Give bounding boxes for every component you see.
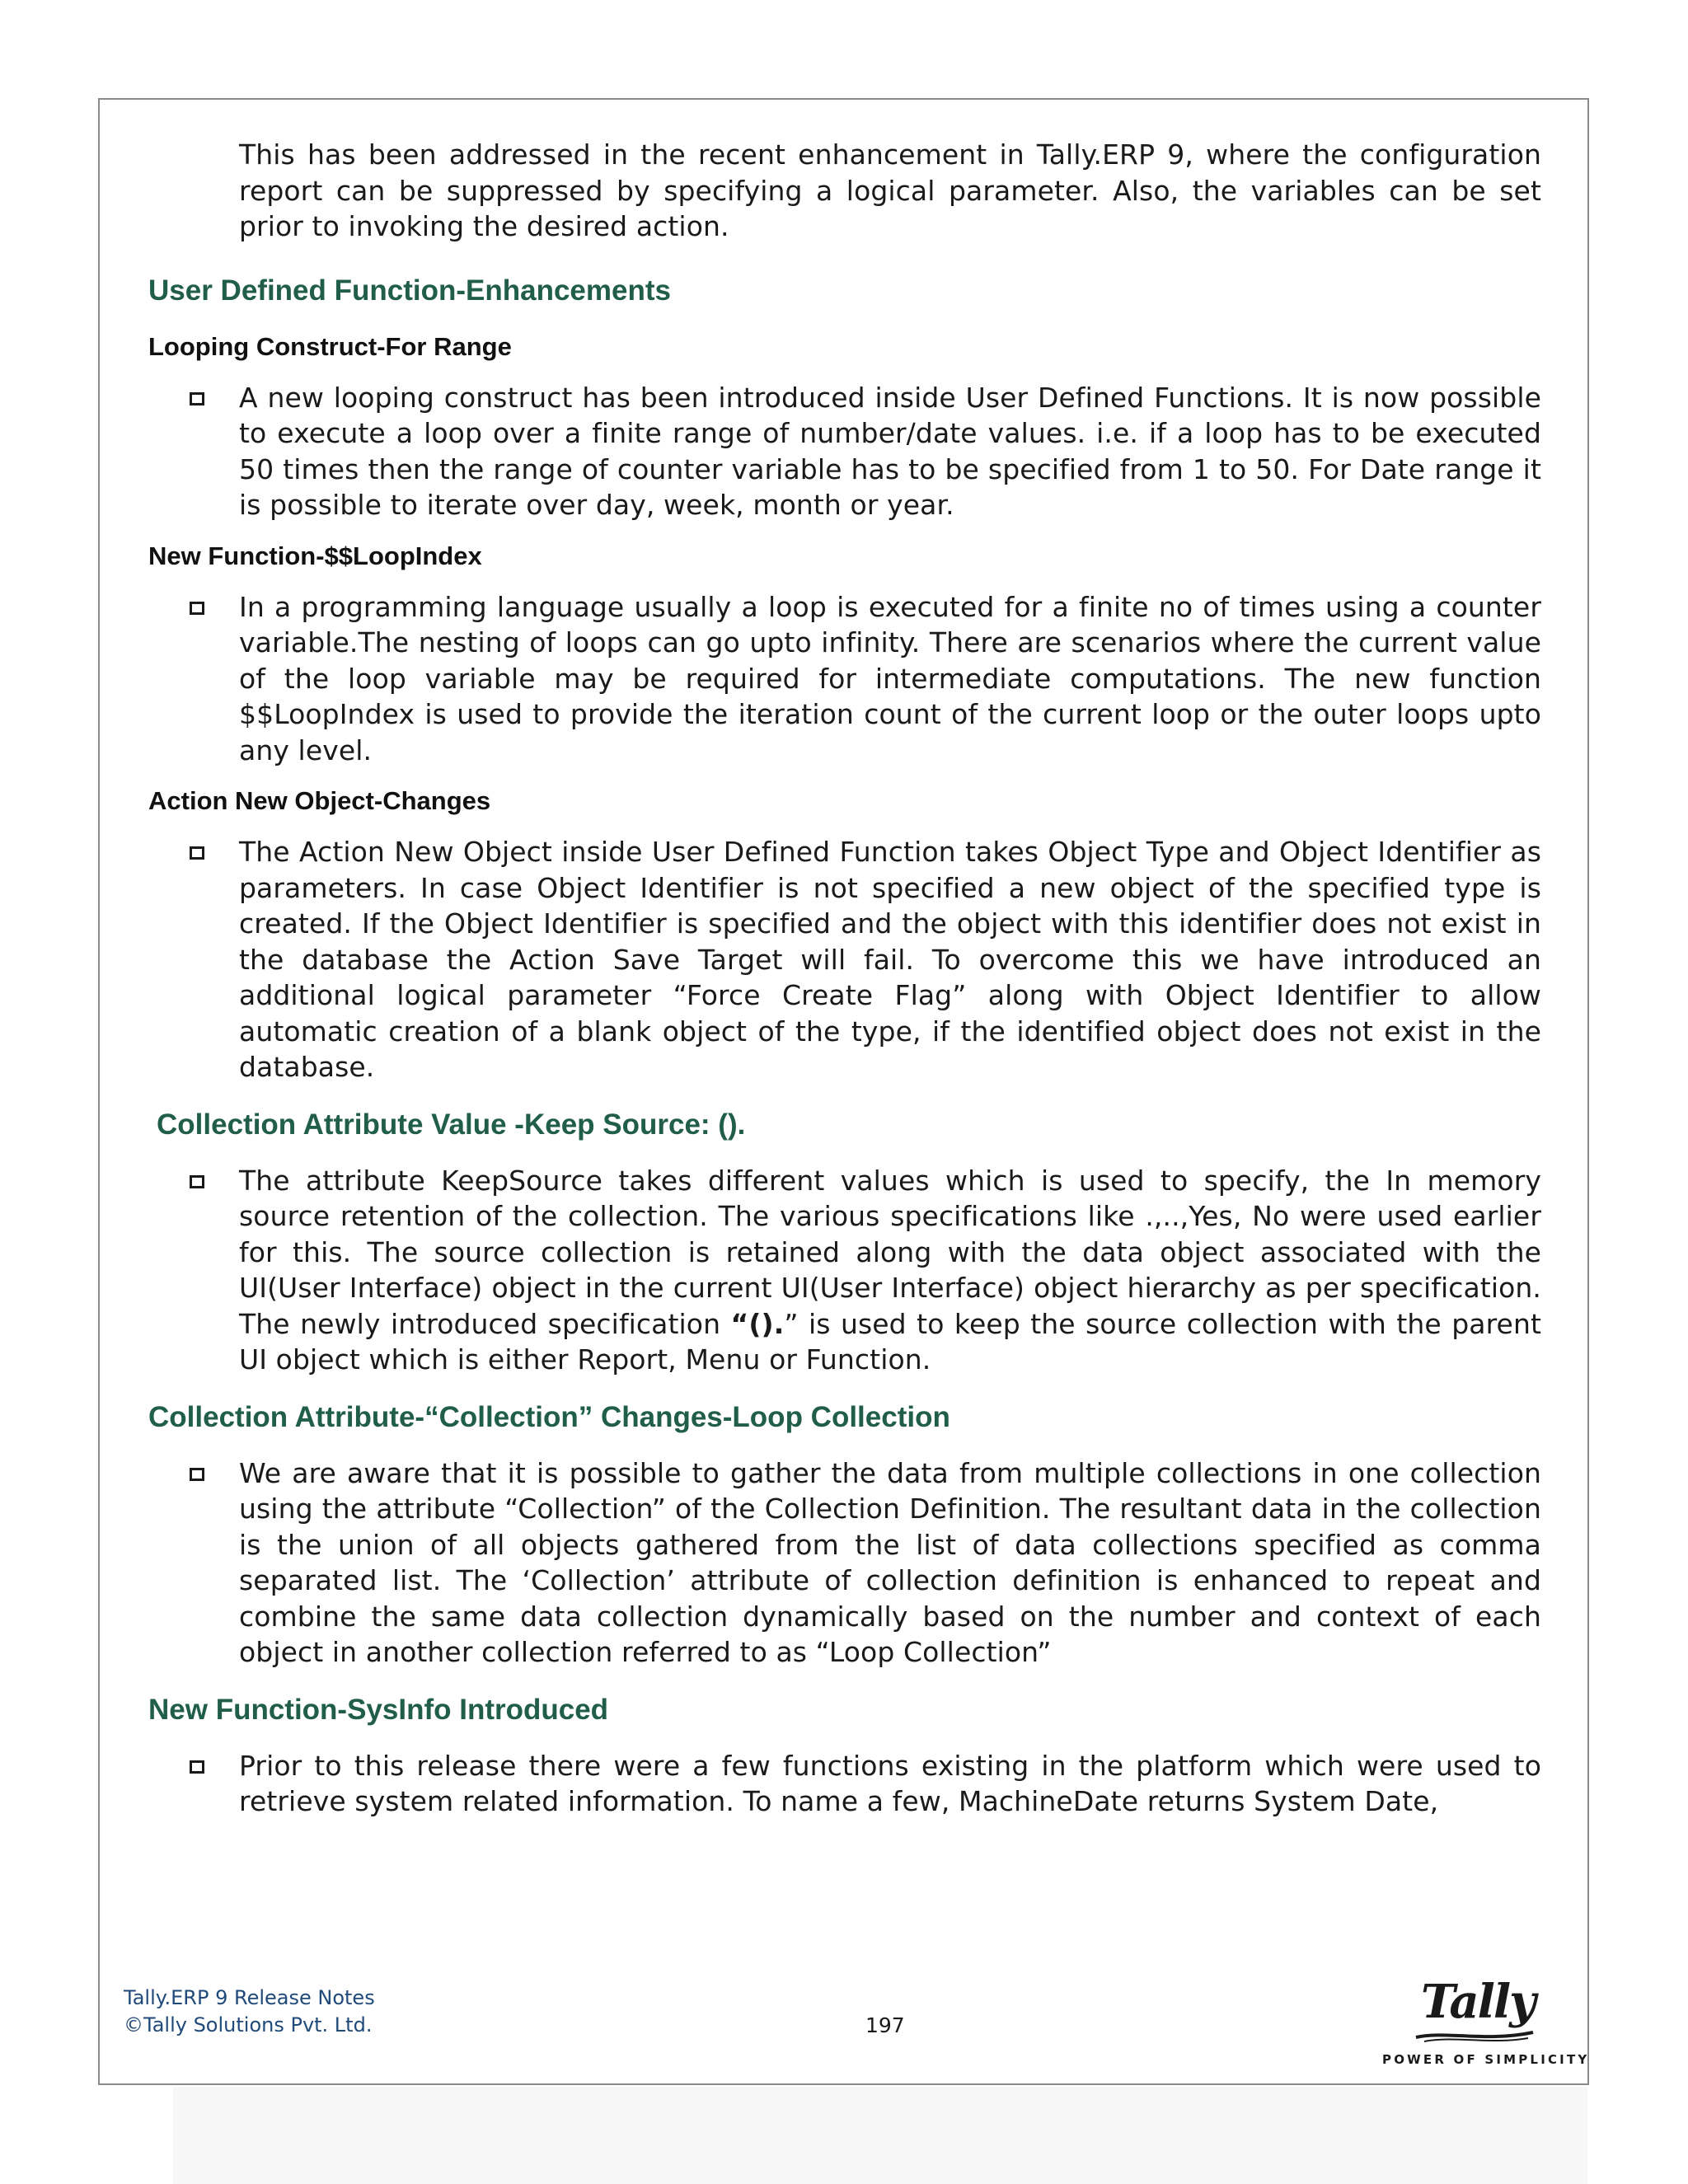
logo-wordmark: Tally xyxy=(1421,1975,1535,2029)
list-item xyxy=(148,380,1541,523)
intro-paragraph: This has been addressed in the recent enhancement in Tally.ERP 9, where the configuration report can be suppressed by specifying a logical parameter. Also, the variables can be set prior to invoking the desired action. xyxy=(239,138,1541,242)
list-item xyxy=(148,1748,1541,1820)
logo-underline-icon xyxy=(1413,2024,1536,2046)
footer-notes xyxy=(124,1985,375,2039)
bullet-text: The Action New Object inside User Defined Function takes Object Type and Object Identifier as parameters. In case Object Identifier is not specified a new object of the specified type is created. If the Object Identifier is specified and the object with this identifier does not exist in the database the Action Save Target will fail. To overcome this we have introduced an additional logical parameter “Force Create Flag” along with Object Identifier to allow automatic creation of a blank object of the type, if the identified object does not exist in the database. xyxy=(239,836,1541,1083)
subheading-new-object: Action New Object-Changes xyxy=(148,786,491,815)
subheading-looping-construct: Looping Construct-For Range xyxy=(148,331,512,361)
bullet-text: In a programming language usually a loop is executed for a finite no of times using a counter variable.The nesting of loops can go upto infinity. There are scenarios where the current value of the loop variable may be required for intermediate computations. The new function $$LoopIndex is used to provide the iteration count of the current loop or the outer loops upto any level. xyxy=(239,590,1541,766)
section-heading-loop-collection: Collection Attribute-“Collection” Changes-Loop Collection xyxy=(148,1400,950,1433)
logo-tagline: POWER OF SIMPLICITY xyxy=(1382,2052,1590,2067)
list-item xyxy=(148,1163,1541,1378)
footer-doc-title: Tally.ERP 9 Release Notes xyxy=(124,1986,375,2009)
keep-source-spec: “(). xyxy=(730,1307,785,1340)
bullet-text: We are aware that it is possible to gather the data from multiple collections in one collection using the attribute “Collection” of the Collection Definition. The resultant data in the collection is the union of all objects gathered from the list of data collections specified as comma separated list. The ‘Collection’ attribute of collection definition is enhanced to repeat and combine the same data collection dynamically based on the number and context of each object in another collection referred to as “Loop Collection” xyxy=(239,1456,1541,1668)
section-heading-keep-source: Collection Attribute Value -Keep Source: (). xyxy=(157,1108,746,1141)
square-bullet-icon xyxy=(190,1175,204,1188)
section-heading-udf: User Defined Function-Enhancements xyxy=(148,274,671,307)
page-number: 197 xyxy=(865,2013,905,2037)
square-bullet-icon xyxy=(190,602,204,615)
list-item xyxy=(148,1455,1541,1671)
subheading-loopindex: New Function-$$LoopIndex xyxy=(148,541,482,570)
bullet-text-part: The attribute KeepSource takes different values which is used to specify, the In memory source retention of the collection. The various specifications like .,..,Yes, No were used earlier for this. The source collection is retained along with the data object associated with the UI(User Interface) object in the current UI(User Interface) object hierarchy as per specification. The newly introduced specification xyxy=(239,1164,1541,1340)
footer-copyright: ©Tally Solutions Pvt. Ltd. xyxy=(124,2013,373,2036)
bullet-text: A new looping construct has been introduced inside User Defined Functions. It is now possible to execute a loop over a finite range of number/date values. i.e. if a loop has to be executed 50 times then the range of counter variable has to be specified from 1 to 50. For Date range it is possible to iterate over day, week, month or year. xyxy=(239,381,1541,521)
bullet-text-part: ” is used to keep the source collection with the parent UI object which is either Report, Menu or Function. xyxy=(239,1307,1541,1376)
page-content xyxy=(148,137,1541,1820)
square-bullet-icon xyxy=(190,392,204,405)
page-shadow-strip xyxy=(173,2087,1587,2184)
square-bullet-icon xyxy=(190,1760,204,1774)
bullet-text xyxy=(239,1163,1541,1378)
list-item xyxy=(148,834,1541,1085)
section-heading-sysinfo: New Function-SysInfo Introduced xyxy=(148,1693,609,1726)
list-item xyxy=(148,589,1541,769)
square-bullet-icon xyxy=(190,846,204,860)
tally-logo xyxy=(1376,1975,1590,2067)
bullet-text: Prior to this release there were a few functions existing in the platform which were used to retrieve system related information. To name a few, MachineDate returns System Date, xyxy=(239,1749,1541,1817)
square-bullet-icon xyxy=(190,1468,204,1481)
